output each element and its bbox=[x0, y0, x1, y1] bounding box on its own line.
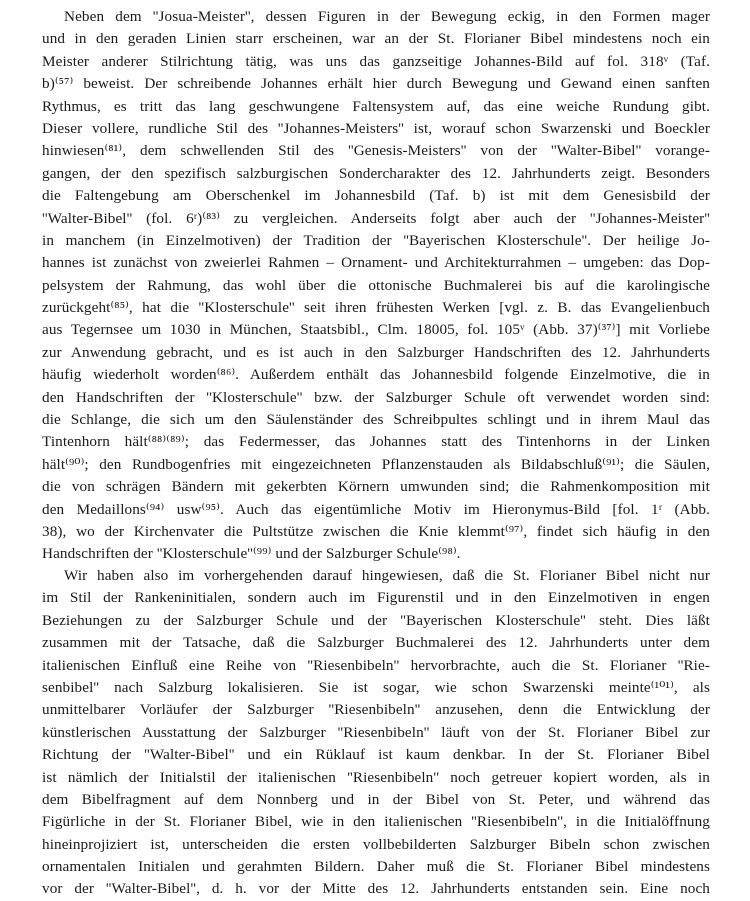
text-line: ''Walter-Bibel'' (fol. 6ʳ)⁽⁸³⁾ zu vergleichen. Anderseits folgt aber auch der ''Johannes-Meister'' bbox=[42, 209, 710, 227]
text-line: zusammen mit der Tatsache, daß die Salzburger Buchmalerei des 12. Jahrhunderts unter dem bbox=[42, 634, 710, 652]
text-line: Dieser vollere, rundliche Stil des ''Johannes-Meisters'' ist, worauf schon Swarzenski und Boeckler bbox=[42, 119, 710, 137]
text-line: aus Tegernsee um 1030 in München, Staatsbibl., Clm. 18005, fol. 105ᵛ (Abb. 37)⁽³⁷⁾] mit Vorliebe bbox=[42, 321, 710, 339]
text-line: zurückgeht⁽⁸⁵⁾, hat die ''Klosterschule'' seit ihren frühesten Werken [vgl. z. B. das Evangelienbuch bbox=[42, 299, 710, 317]
paragraph-2 bbox=[42, 565, 710, 901]
text-line: den Medaillons⁽⁹⁴⁾ usw⁽⁹⁵⁾. Auch das eigentümliche Motiv im Hieronymus-Bild [fol. 1ʳ (Abb. bbox=[42, 500, 710, 518]
text-line: 38), wo der Kirchenvater die Pultstütze zwischen die Knie klemmt⁽⁹⁷⁾, findet sich häufig in den bbox=[42, 522, 710, 540]
paragraph-1 bbox=[42, 6, 710, 566]
text-line: Rythmus, es tritt das lang geschwungene Faltensystem auf, das eine weiche Rundung gibt. bbox=[42, 97, 710, 115]
text-line: pelsystem der Rahmung, das wohl über die ottonische Buchmalerei bis auf die karolingische bbox=[42, 276, 710, 294]
text-line: ist nämlich der Initialstil der italienischen ''Riesenbibeln'' noch getreuer kopiert worden, als in bbox=[42, 768, 710, 786]
text-line: die von schrägen Bändern mit gekerbten Körnern umwunden sind; die Rahmenkomposition mit bbox=[42, 478, 710, 496]
text-line: unmittelbarer Vorläufer der Salzburger ''Riesenbibeln'' anzusehen, denn die Entwicklung der bbox=[42, 701, 710, 719]
text-line: hineinprojiziert ist, unterscheiden die ersten vollbebilderten Salzburger Bibeln schon zwischen bbox=[42, 835, 710, 853]
text-line: vor der ''Walter-Bibel'', d. h. vor der Mitte des 12. Jahrhunderts entstanden sein. Eine noch bbox=[42, 880, 710, 898]
text-line: Wir haben also im vorhergehenden darauf hingewiesen, daß die St. Florianer Bibel nicht nur bbox=[64, 567, 710, 584]
text-line: italienischen Einfluß eine Reihe von ''Riesenbibeln'' hervorbrachte, auch die St. Florianer ''Rie- bbox=[42, 656, 710, 674]
text-line: Figürliche in der St. Florianer Bibel, wie in den italienischen ''Riesenbibeln'', in die Initialöffnung bbox=[42, 813, 710, 831]
text-line: Neben dem ''Josua-Meister'', dessen Figuren in der Bewegung eckig, in den Formen mager bbox=[64, 8, 710, 25]
text-line: im Stil der Rankeninitialen, sondern auch im Figurenstil und in den Einzelmotiven in engen bbox=[42, 589, 710, 607]
text-line: hannes ist zunächst von zweierlei Rahmen – Ornament- und Architekturrahmen – umgeben: das Dop- bbox=[42, 254, 710, 272]
text-line: zur Anwendung gebracht, und es ist auch in den Salzburger Handschriften des 12. Jahrhunderts bbox=[42, 343, 710, 361]
text-line: Tintenhorn hält⁽⁸⁸⁾⁽⁸⁹⁾; das Federmesser, das Johannes statt des Tintenhorns in der Linken bbox=[42, 433, 710, 451]
text-line: hält⁽⁹⁰⁾; den Rundbogenfries mit eingezeichneten Pflanzenstauden als Bildabschluß⁽⁹¹⁾; die Säulen, bbox=[42, 455, 710, 473]
text-line: Meister anderer Stilrichtung tätig, was uns das ganzseitige Johannes-Bild auf fol. 318ᵛ (Taf. bbox=[42, 52, 710, 70]
text-line: senbibel'' nach Salzburg lokalisieren. Sie ist sogar, wie schon Swarzenski meinte⁽¹⁰¹⁾, als bbox=[42, 678, 710, 696]
text-line: die Schlange, die sich um den Säulenständer des Schreibpultes schlingt und in ihrem Maul das bbox=[42, 411, 710, 429]
text-line: dem Bibelfragment auf dem Nonnberg und in der Bibel von St. Peter, und während das bbox=[42, 790, 710, 808]
text-line: häufig wiederholt worden⁽⁸⁶⁾. Außerdem enthält das Johannesbild folgende Einzelmotive, die in bbox=[42, 366, 710, 384]
text-line: gangen, der den spezifisch salzburgischen Sondercharakter des 12. Jahrhunderts zeigt. Besonders bbox=[42, 164, 710, 182]
text-line: ornamentalen Initialen und gerahmten Bildern. Daher muß die St. Florianer Bibel mindestens bbox=[42, 858, 710, 876]
text-line: Handschriften der ''Klosterschule''⁽⁹⁹⁾ und der Salzburger Schule⁽⁹⁸⁾. bbox=[42, 545, 461, 563]
text-line: hinwiesen⁽⁸¹⁾, dem schwellenden Stil des ''Genesis-Meisters'' von der ''Walter-Bibel'' vorange- bbox=[42, 142, 710, 160]
text-line: die Faltengebung am Oberschenkel im Johannesbild (Taf. b) ist mit dem Genesisbild der bbox=[42, 187, 710, 205]
text-line: den Handschriften der ''Klosterschule'' bzw. der Salzburger Schule oft verwendet worden sind: bbox=[42, 388, 710, 406]
text-line: in manchem (in Einzelmotiven) der Tradition der ''Bayerischen Klosterschule''. Der heilige Jo- bbox=[42, 231, 710, 249]
text-line: und in den geraden Linien starr erscheinen, war an der St. Florianer Bibel mindestens noch ein bbox=[42, 30, 710, 48]
text-line: Richtung der ''Walter-Bibel'' und ein Rüklauf ist kaum denkbar. In der St. Florianer Bibel bbox=[42, 746, 710, 764]
text-line: Beziehungen zu der Salzburger Schule und der ''Bayerischen Klosterschule'' steht. Dies läßt bbox=[42, 611, 710, 629]
text-line: b)⁽⁵⁷⁾ beweist. Der schreibende Johannes erhält hier durch Bewegung und Gewand einen sanften bbox=[42, 75, 710, 93]
text-line: künstlerischen Ausstattung der Salzburger ''Riesenbibeln'' läuft von der St. Florianer Bibel zur bbox=[42, 723, 710, 741]
